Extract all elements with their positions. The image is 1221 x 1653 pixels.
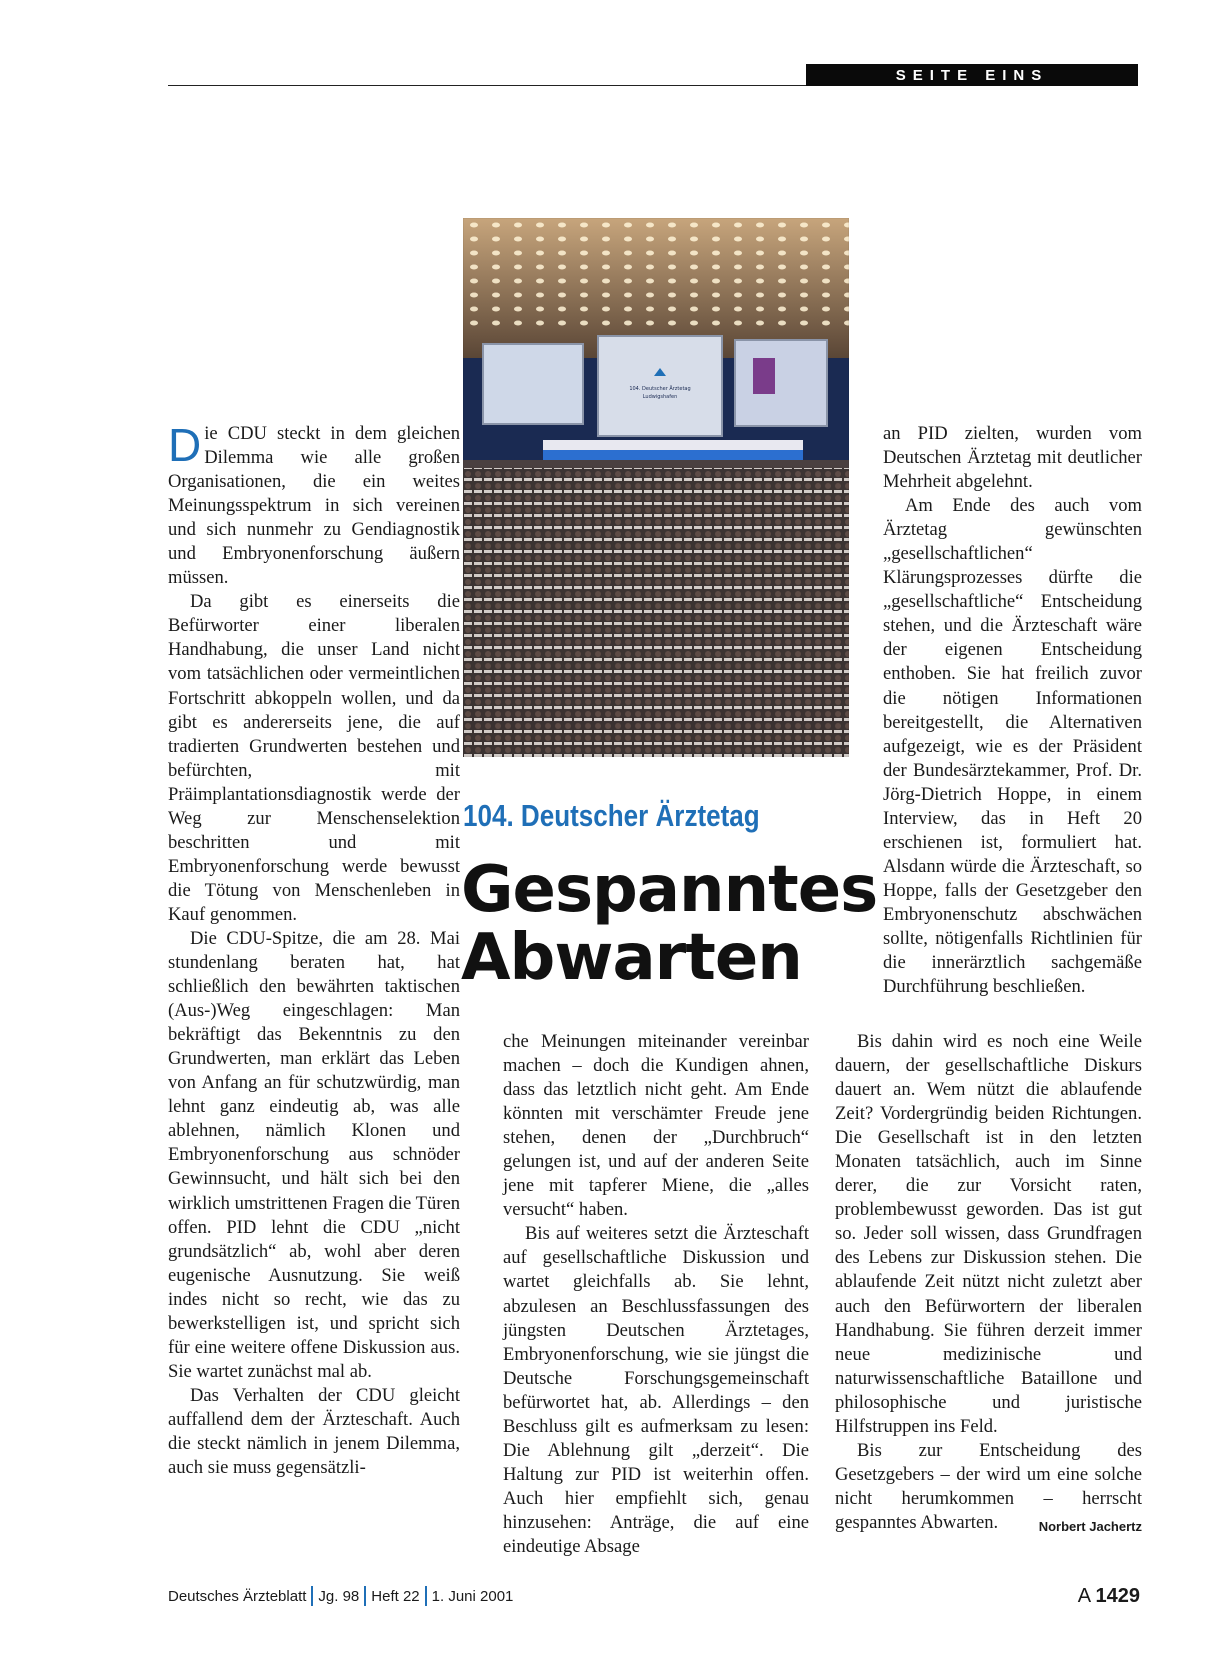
column-2	[503, 1030, 809, 1559]
paragraph: Da gibt es einerseits die Befürworter einer liberalen Handhabung, die unser Land nicht vom tatsächlichen oder vermeintlichen Fortschritt abkoppeln wollen, und da gibt es andererseits jene, die auf tradierten Grundwerten bestehen und befürchten, mit Präimplantationsdiagnostik werde der Weg zur Menschenselektion beschritten und mit Embryonenforschung werde bewusst die Tötung von Menschenleben in Kauf genommen.	[168, 591, 460, 925]
date: 1. Juni 2001	[431, 1587, 514, 1605]
conference-photo	[463, 218, 849, 757]
separator	[311, 1586, 313, 1606]
paragraph: Bis dahin wird es noch eine Weile dauern, der gesellschaftliche Diskurs dauert an. Wem nützt die ablaufende Zeit? Vordergründig beiden Richtungen. Die Gesellschaft ist in den letzten Monaten tatsächlich, auch im Sinne derer, die zur Vorsicht raten, problembewusst geworden. Das ist gut so. Jeder soll wissen, dass Grundfragen des Lebens zur Diskussion stehen. Die ablaufende Zeit nützt nicht zuletzt aber auch den Befürwortern der liberalen Handhabung. Sie führen derzeit immer neue medizinische und naturwissenschaftliche Bataillone und philosophische und juristische Hilfstruppen ins Feld.	[835, 1031, 1142, 1437]
issue: Heft 22	[371, 1587, 420, 1605]
page-number: A 1429	[1077, 1584, 1140, 1607]
volume: Jg. 98	[318, 1587, 360, 1605]
kicker: 104. Deutscher Ärztetag	[463, 798, 760, 833]
publication-name: Deutsches Ärzteblatt	[168, 1587, 307, 1605]
column-1	[168, 419, 460, 1480]
paragraph: Bis zur Entscheidung des Gesetzgebers – der wird um eine solche nicht herumkommen – herrscht gespanntes Abwarten. Norbert Jachertz	[835, 1439, 1142, 1535]
screen-text-line1: 104. Deutscher Ärztetag	[629, 386, 691, 392]
paragraph: Bis auf weiteres setzt die Ärzteschaft auf gesellschaftliche Diskussion und wartet gleichfalls ab. Sie lehnt, abzulesen an Beschlussfassungen des jüngsten Deutschen Ärztetages, Embryonenforschung, wie sie jüngst die Deutsche Forschungsgemeinschaft befürwortet hat, ab. Allerdings – den Beschluss gilt es aufmerksam zu lesen: Die Ablehnung gilt „derzeit“. Die Haltung zur PID ist weiterhin offen. Auch hier empfiehlt sich, genau hinzusehen: Anträge, die auf eine eindeutige Absage	[503, 1223, 809, 1557]
author: Norbert Jachertz	[1038, 1518, 1142, 1534]
paragraph: che Meinungen miteinander vereinbar machen – doch die Kundigen ahnen, dass das letztlich nicht geht. Am Ende könnten mit verschämter Freude jene stehen, denen der „Durchbruch“ gelungen ist, und auf der anderen Seite jene mit tapferer Miene, die „alles versucht“ haben.	[503, 1031, 809, 1221]
paragraph: Die CDU steckt in dem gleichen Dilemma wie alle großen Organisationen, die ein weites Meinungsspektrum in sich vereinen und sich nunmehr zu Gendiagnostik und Embryonenforschung äußern müssen.	[168, 419, 460, 589]
headline	[461, 853, 881, 995]
section-header: SEITE EINS	[806, 64, 1138, 86]
dropcap: D	[168, 419, 202, 471]
column-3-top	[883, 422, 1142, 999]
footer	[168, 1583, 1140, 1609]
screen-text-line2: Ludwigshafen	[642, 394, 678, 400]
separator	[364, 1586, 366, 1606]
paragraph: Die CDU-Spitze, die am 28. Mai stundenlang beraten hat, hat schließlich den bewährten taktischen (Aus-)Weg eingeschlagen: Man bekräftigt das Bekenntnis zu den Grundwerten, man erklärt das Leben von Anfang an für schutzwürdig, man lehnt ganz eindeutig ab, was alle ablehnen, nämlich Klonen und Embryonenforschung aus schnöder Gewinnsucht, und hält sich bei den wirklich umstrittenen Fragen die Türen offen. PID lehnt die CDU „nicht grundsätzlich“ ab, wohl aber deren eugenische Ausnutzung. Sie weiß indes nicht so recht, wie das zu bewerkstelligen ist, und spricht sich für eine weitere offene Diskussion aus. Sie wartet zunächst mal ab.	[168, 927, 460, 1382]
paragraph: Das Verhalten der CDU gleicht auffallend dem der Ärzteschaft. Auch die steckt nämlich in jenem Dilemma, auch sie muss gegensätzli-	[168, 1384, 460, 1479]
paragraph: Am Ende des auch vom Ärztetag gewünschten „gesellschaftlichen“ Klärungsprozesses dürfte die „gesellschaftliche“ Entscheidung stehen, und die Ärzteschaft wäre der eigenen Entscheidung enthoben. Sie hat freilich zuvor die nötigen Informationen bereitgestellt, die Alternativen aufgezeigt, wie es der Präsident der Bundesärztekammer, Prof. Dr. Jörg-Dietrich Hoppe, in einem Interview, das in Heft 20 erschienen ist, formuliert hat. Alsdann würde die Ärzteschaft, so Hoppe, falls der Gesetzgeber den Embryonenschutz abschwächen sollte, nötigenfalls Richtlinien für die innerärztlich sachgemäße Durchführung beschließen.	[883, 495, 1142, 998]
paragraph: an PID zielten, wurden vom Deutschen Ärztetag mit deutlicher Mehrheit abgelehnt.	[883, 423, 1142, 493]
headline-line-2: Abwarten	[461, 921, 802, 995]
column-3-bottom	[835, 1030, 1142, 1539]
separator	[425, 1586, 427, 1606]
headline-line-1: Gespanntes	[461, 853, 878, 927]
